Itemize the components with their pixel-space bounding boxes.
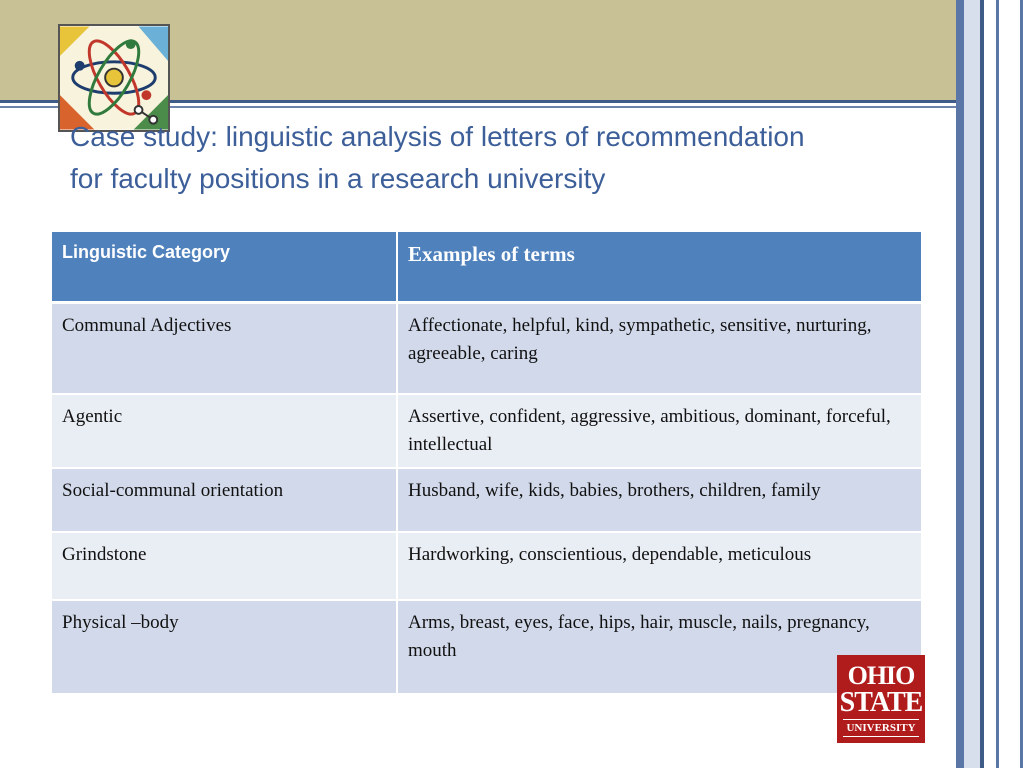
linguistic-categories-table — [52, 232, 923, 695]
examples-cell: Hardworking, conscientious, dependable, meticulous — [397, 532, 922, 600]
table-row — [52, 468, 922, 532]
category-cell: Grindstone — [52, 532, 397, 600]
title-line-2: for faculty positions in a research university — [70, 163, 606, 194]
category-cell: Social-communal orientation — [52, 468, 397, 532]
table-row — [52, 394, 922, 468]
slide-title — [70, 116, 940, 200]
ohio-state-logo — [837, 655, 925, 743]
category-cell: Agentic — [52, 394, 397, 468]
right-stripe — [984, 0, 996, 768]
header-linguistic-category: Linguistic Category — [52, 232, 397, 302]
examples-cell: Affectionate, helpful, kind, sympathetic, sensitive, nurturing, agreeable, caring — [397, 302, 922, 394]
logo-line-1: OHIO — [847, 661, 915, 690]
table-header-row — [52, 232, 922, 302]
table-row — [52, 600, 922, 694]
examples-cell: Assertive, confident, aggressive, ambitious, dominant, forceful, intellectual — [397, 394, 922, 468]
header-examples-of-terms: Examples of terms — [397, 232, 922, 302]
examples-cell: Arms, breast, eyes, face, hips, hair, muscle, nails, pregnancy, mouth — [397, 600, 922, 694]
title-line-1: Case study: linguistic analysis of letters of recommendation — [70, 121, 805, 152]
right-stripe — [1020, 0, 1023, 768]
category-cell: Physical –body — [52, 600, 397, 694]
table-row — [52, 302, 922, 394]
right-stripe — [956, 0, 964, 768]
category-cell: Communal Adjectives — [52, 302, 397, 394]
logo-line-3: UNIVERSITY — [843, 719, 919, 737]
logo-line-2: STATE — [839, 687, 923, 718]
table-row — [52, 532, 922, 600]
examples-cell: Husband, wife, kids, babies, brothers, children, family — [397, 468, 922, 532]
right-stripe — [964, 0, 980, 768]
